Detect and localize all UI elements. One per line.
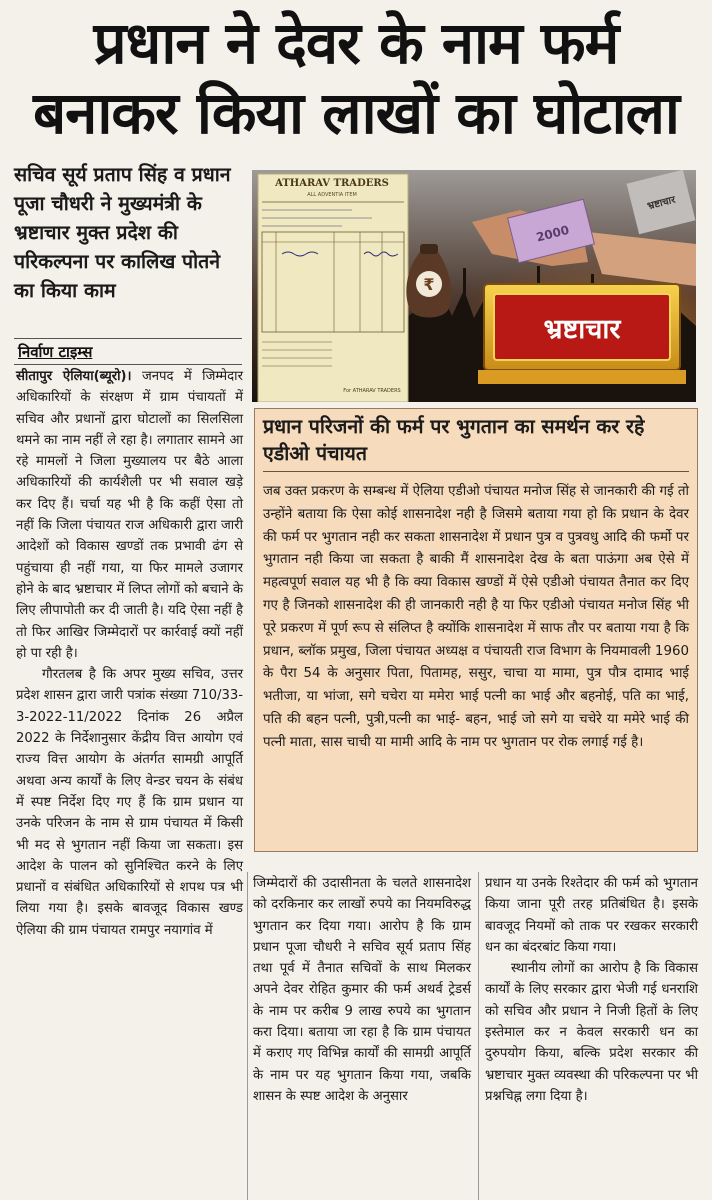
article-paragraph: जिम्मेदारों की उदासीनता के चलते शासनादेश को दरकिनार कर लाखों रुपये का नियमविरुद्ध भुगतान कर दिया गया। आरोप है कि ग्राम प्रधान पूजा चौधरी ने सचिव सूर्य प्रताप सिंह तथा पूर्व में तैनात सचिवों के साथ मिलकर अपने देवर रोहित कुमार की फर्म अथर्व ट्रेडर्स के नाम पर करीब 9 लाख रुपये का भुगतान करा दिया। बताया जा रहा है कि ग्राम पंचायत में कराए गए विभिन्न कार्यों की सामग्री आपूर्ति के नाम पर यह भुगतान किया गया, जबकि शासन के स्पष्ट आदेश के अनुसार — [253, 876, 471, 1104]
receipt-firm-name: ATHARAV TRADERS — [275, 178, 389, 189]
source-rule-top — [14, 338, 242, 339]
sidebar-body: जब उक्त प्रकरण के सम्बन्ध में ऐलिया एडीओ पंचायत मनोज सिंह से जानकारी की गई तो उन्होंने बताया कि ऐसा कोई शासनादेश नही है जिसमे बताया गया हो कि प्रधान के देवर की फर्म पर भुगतान नही कर सकता शासनादेश में प्रधान पुत्र व पुत्रवधु आदि की फर्मो पर भुगतान नही किया जा सकता है बाकी मैं शासनादेश देख के बता पाऊंगा अब ऐसे में महत्वपूर्ण सवाल यह भी है कि क्या विकास खण्डों में ऐसे एडीओ पंचायत तैनात कर दिए गए है जिनको शासनादेश की ही जानकारी नही है या फिर एडीओ पंचायत मनोज सिंह भी पूरे प्रकरण में पूर्ण रूप से संलिप्त है क्योंकि शासनादेश में साफ तौर पर बताया गया है कि प्रधान, ब्लॉक प्रमुख, जिला पंचायत अध्यक्ष व पंचायती राज विभाग के नियमावली 1960 के पैरा 54 के अनुसार पिता, पितामह, ससुर, चाचा या मामा, पुत्र पौत्र दामाद भाई भतीजा, या भांजा, सगे चचेरा या ममेरा भाई पत्नी का भाई और बहनोई, पति का भाई, पति की बहन पत्नी, पुत्री,पत्नी का भाई- बहन, भाई जो सगे या चचेरे या ममेरे भाई की पत्नी माता, सास चाची या मामी आदि के नाम पर भुगतान पर रोक लगाई गई है। — [263, 484, 689, 750]
sidebar-title-rule — [263, 471, 689, 472]
receipt-document — [258, 174, 408, 402]
sidebar-title: प्रधान परिजनों की फर्म पर भुगतान का समर्थन कर रहे एडीओ पंचायत — [263, 415, 645, 465]
article-column-3 — [485, 873, 698, 1107]
source-credit: निर्वाण टाइम्स — [18, 343, 93, 361]
corruption-photo-collage — [252, 170, 696, 402]
article-column-2 — [253, 873, 471, 1107]
rupee-symbol: ₹ — [423, 275, 435, 294]
sidebar-box — [254, 408, 698, 852]
receipt-subtitle: ALL ADVENTIA ITEM — [307, 192, 357, 198]
sign-text: भ्रष्टाचार — [646, 194, 677, 213]
source-rule-bottom — [14, 364, 242, 365]
photo-graphic — [252, 170, 696, 402]
article-paragraph: गौरतलब है कि अपर मुख्य सचिव, उत्तर प्रदेश शासन द्वारा जारी पत्रांक संख्या 710/33-3-2022-11/2022 दिनांक 26 अप्रैल 2022 के निर्देशानुसार केंद्रीय वित्त आयोग एवं राज्य वित्त आयोग के अंतर्गत सामग्री आपूर्ति अथवा अन्य कार्यों के लिए वेन्डर चयन के संबंध में स्पष्ट निर्देश दिए गए हैं कि ग्राम प्रधान या उनके परिजन के नाम से ग्राम पंचायत में किसी भी मद से भुगतान नहीं किया जा सकता। इस आदेश के पालन को सुनिश्चित करने के लिए प्रधानों व संबंधित अधिकारियों से शपथ पत्र भी लिया गया है। इसके बावजूद विकास खण्ड ऐलिया की ग्राम पंचायत रामपुर नयागांव में — [16, 667, 243, 938]
column-divider — [247, 872, 248, 1200]
corruption-board — [478, 284, 686, 384]
board-text: भ्रष्टाचार — [543, 314, 621, 345]
headline-line-2: बनाकर किया लाखों का घोटाला — [33, 79, 679, 147]
article-text: जनपद में जिम्मेदार अधिकारियों के संरक्षण में ग्राम पंचायतों में सचिव और प्रधानों द्वारा घोटालों का सिलसिला थमने का नाम नहीं ले रहा है। लगातार सामने आ रहे मामलों ने जिला मुख्यालय पर बैठे आला अधिकारियों की कार्यशैली पर भी सवाल खड़े कर दिए हैं। चर्चा यह भी है कि कहीं ऐसा तो नहीं कि जिला पंचायत राज अधिकारी द्वारा जारी आदेशों को विकास खण्डों तक प्रभावी ढंग से पहुंचाया ही नहीं गया, या फिर मामले उजागर होने के बाद भ्रष्टाचार में लिप्त लोगों को बचाने के लिए लीपापोती कर दी जाती है। यदि ऐसा नहीं है तो फिर आखिर जिम्मेदारों पर कार्रवाई क्यों नहीं हो पा रही है। — [16, 369, 243, 661]
receipt-footer: For ATHARAV TRADERS — [343, 388, 401, 394]
banknote-value: 2000 — [534, 222, 571, 245]
headline-line-1: प्रधान ने देवर के नाम फर्म — [93, 9, 619, 77]
dateline: सीतापुर ऐलिया(ब्यूरो)। — [16, 369, 132, 384]
subheadline-deck: सचिव सूर्य प्रताप सिंह व प्रधान पूजा चौधरी ने मुख्यमंत्री के भ्रष्टाचार मुक्त प्रदेश की परिकल्पना पर कालिख पोतने का किया काम — [14, 163, 231, 302]
article-paragraph: स्थानीय लोगों का आरोप है कि विकास कार्यों के लिए सरकार द्वारा भेजी गई धनराशि को सचिव और प्रधान ने निजी हितों के लिए इस्तेमाल कर न केवल सरकारी धन का दुरुपयोग किया, बल्कि प्रदेश सरकार की भ्रष्टाचार मुक्त व्यवस्था की परिकल्पना पर भी प्रश्नचिह्न लगा दिया है। — [485, 961, 698, 1104]
article-column-1 — [16, 366, 243, 941]
headline — [0, 8, 712, 148]
article-paragraph — [16, 366, 243, 664]
article-paragraph: प्रधान या उनके रिश्तेदार की फर्म को भुगतान किया जाना पूरी तरह प्रतिबंधित है। इसके बावजूद नियमों को ताक पर रखकर सरकारी धन का बंदरबांट किया गया। — [485, 876, 698, 955]
column-divider — [478, 872, 479, 1200]
